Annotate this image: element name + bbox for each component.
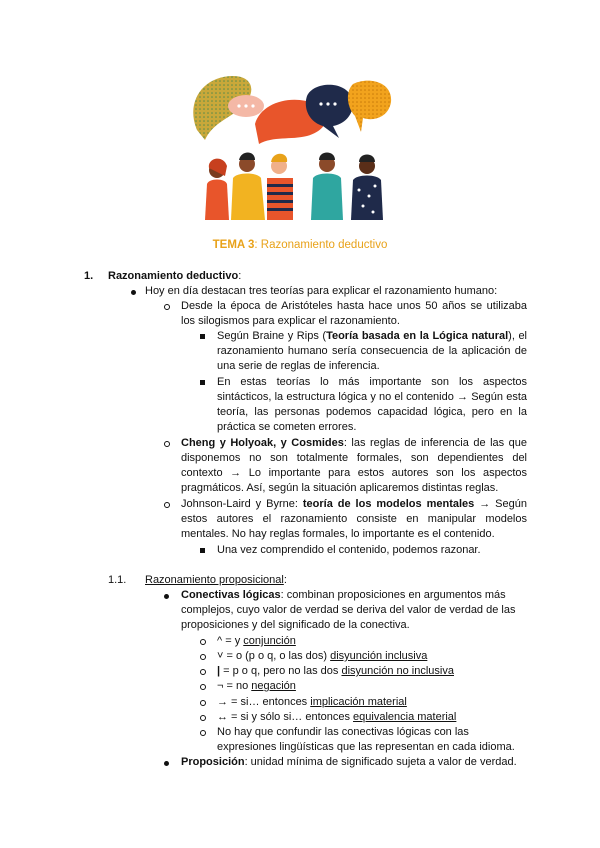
subsection-number: 1.1. bbox=[108, 574, 127, 586]
braine-text: Según Braine y Rips (Teoría basada en la Lógica natural), el razonamiento humano sería consecuencia de la aplicación de una serie de reglas de inferencia. bbox=[217, 330, 528, 372]
connective-item: ↔ = si y sólo si… entonces equivalencia material bbox=[217, 711, 457, 723]
subsection-heading: Razonamiento proposicional: bbox=[145, 574, 287, 586]
intro-text: Hoy en día destacan tres teorías para explicar el razonamiento humano: bbox=[145, 285, 498, 297]
comprendido-text: Una vez comprendido el contenido, podemos razonar. bbox=[217, 544, 481, 556]
bullet-icon bbox=[164, 441, 170, 447]
connective-item: ^ = y conjunción bbox=[217, 635, 296, 647]
page-title: TEMA 3: Razonamiento deductivo bbox=[212, 239, 388, 251]
bullet-icon bbox=[200, 654, 206, 660]
bullet-icon bbox=[164, 502, 170, 508]
connective-item: → = si… entonces implicación material bbox=[217, 696, 407, 708]
bullet-icon bbox=[200, 548, 205, 553]
bullet-icon bbox=[200, 700, 206, 706]
bullet-icon bbox=[200, 334, 205, 339]
bullet-icon bbox=[200, 715, 206, 721]
connective-item: | = p o q, pero no las dos disyunción no inclusiva bbox=[217, 665, 454, 677]
aristoteles-text: Desde la época de Aristóteles hasta hace unos 50 años se utilizaba los silogismos para explicar el razonamiento. bbox=[181, 300, 527, 327]
people-talking-illustration bbox=[183, 72, 419, 220]
connective-item: ¬ = no negación bbox=[217, 680, 296, 692]
confundir-text: No hay que confundir las conectivas lógicas con las expresiones lingüísticas que las representan en cada idioma. bbox=[217, 726, 515, 753]
bullet-icon bbox=[200, 669, 206, 675]
bullet-icon bbox=[200, 730, 206, 736]
aspectos-text: En estas teorías lo más importante son los aspectos sintácticos, la estructura lógica y no el contenido → Según esta teoría, las personas podemos capacidad lógica, pero en la práctica se cometen errores. bbox=[217, 376, 527, 433]
bullet-icon bbox=[200, 639, 206, 645]
bullet-icon bbox=[164, 761, 169, 766]
connective-item: ˅ = o (p o q, o las dos) disyunción inclusiva bbox=[217, 650, 428, 662]
bullet-icon bbox=[131, 290, 136, 295]
proposicion-text: Proposición: unidad mínima de significado sujeta a valor de verdad. bbox=[181, 756, 517, 768]
section-number: 1. bbox=[84, 270, 94, 282]
section-heading: Razonamiento deductivo: bbox=[108, 270, 242, 282]
johnson-text: Johnson-Laird y Byrne: teoría de los modelos mentales → Según estos autores el razonamiento consiste en manipular modelos mentales. No hay reglas formales, lo importante es el contenido. bbox=[181, 498, 527, 540]
bullet-icon bbox=[164, 594, 169, 599]
conectivas-text: Conectivas lógicas: combinan proposiciones en argumentos más complejos, cuyo valor de verdad se deriva del valor de verdad de las proposiciones y del significado de la conectiva. bbox=[181, 589, 516, 631]
bullet-icon bbox=[164, 304, 170, 310]
bullet-icon bbox=[200, 684, 206, 690]
bullet-icon bbox=[200, 380, 205, 385]
cheng-text: Cheng y Holyoak, y Cosmides: las reglas de inferencia de las que disponemos no son totalmente formales, son dependientes del contexto → Lo importante para estos autores son los aspectos pragmáticos. Así, según la situación aplicaremos distintas reglas. bbox=[181, 437, 527, 494]
